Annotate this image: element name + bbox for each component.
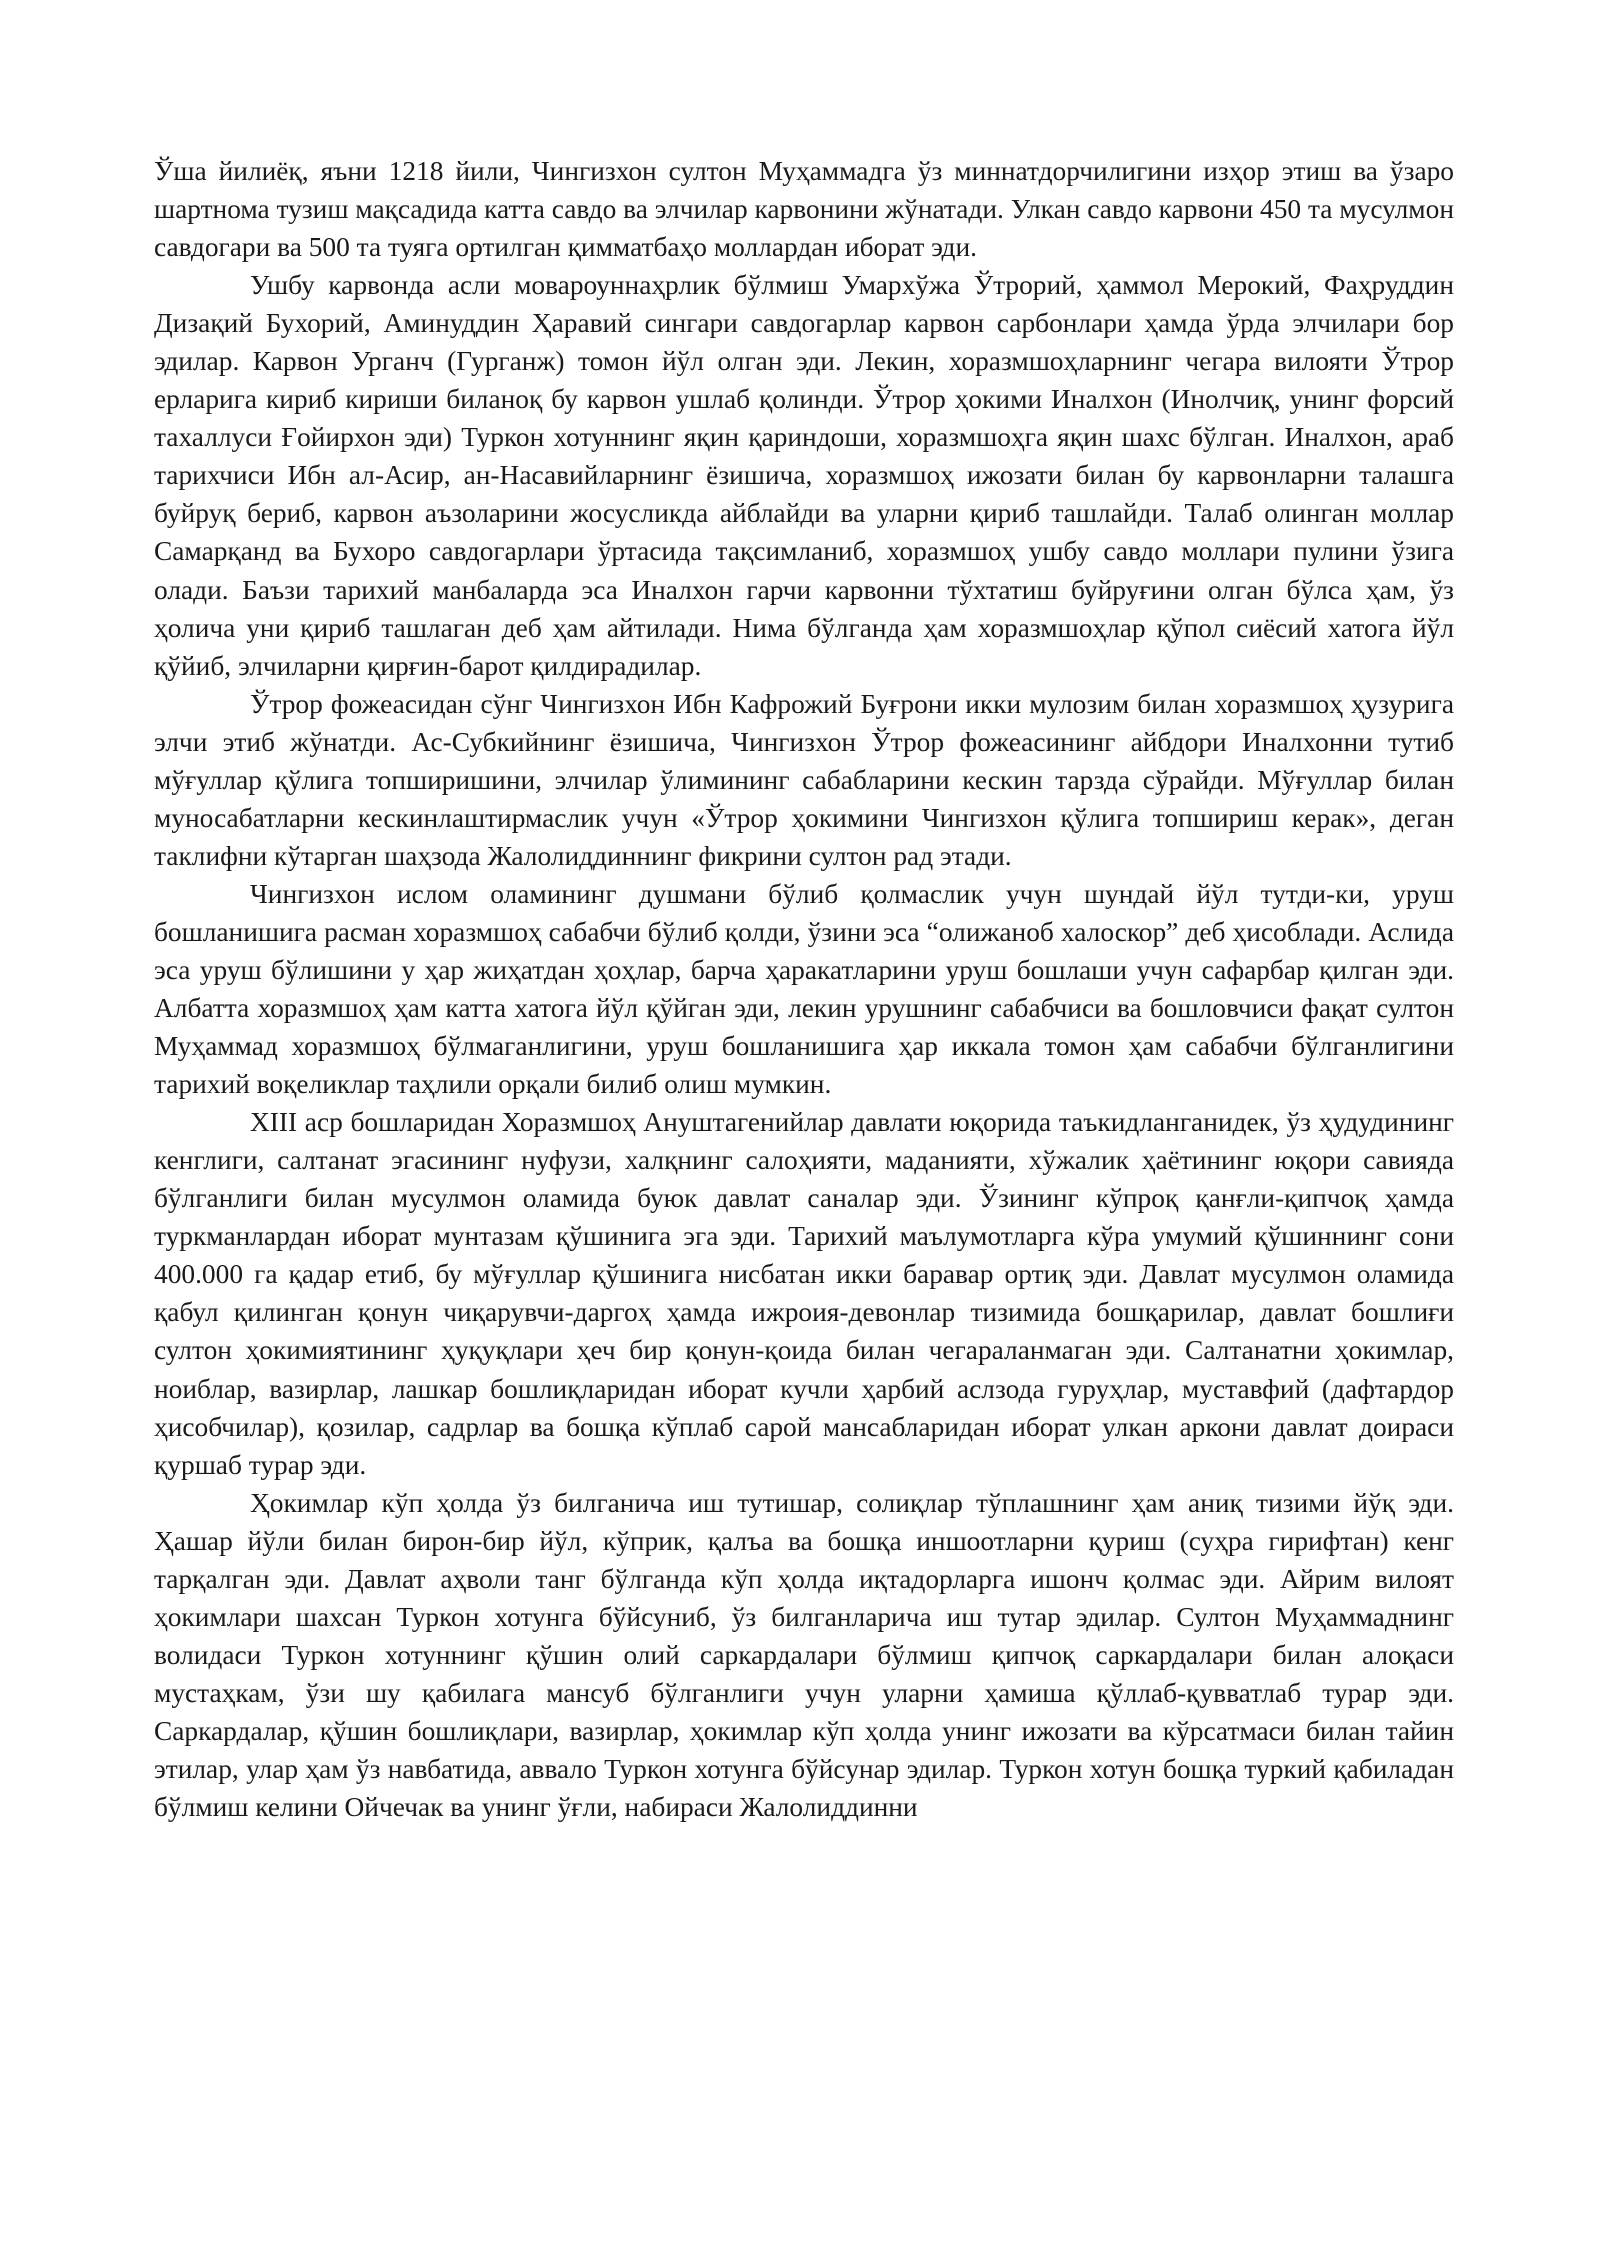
paragraph-3: Ўтрор фожеасидан сўнг Чингизхон Ибн Кафрожий Буғрони икки мулозим билан хоразмшоҳ ҳузурига элчи этиб жўнатди. Ас-Субкийнинг ёзишича, Чингизхон Ўтрор фожеасининг айбдори Иналхонни тутиб мўғуллар қўлига топширишини, элчилар ўлимининг сабабларини кескин тарзда сўрайди. Мўғуллар билан муносабатларни кескинлаштирмаслик учун «Ўтрор ҳокимини Чингизхон қўлига топшириш керак», деган таклифни кўтарган шаҳзода Жалолиддиннинг фикрини султон рад этади. [154,688,1454,871]
paragraph-1: Ўша йилиёқ, яъни 1218 йили, Чингизхон султон Муҳаммадга ўз миннатдорчилигини изҳор этиш ва ўзаро шартнома тузиш мақсадида катта савдо ва элчилар карвонини жўнатади. Улкан савдо карвони 450 та мусулмон савдогари ва 500 та туяга ортилган қимматбаҳо моллардан иборат эди. [154,156,1454,263]
paragraph-4: Чингизхон ислом оламининг душмани бўлиб қолмаслик учун шундай йўл тутди-ки, уруш бошланишига расман хоразмшоҳ сабабчи бўлиб қолди, ўзини эса “олижаноб халоскор” деб ҳисоблади. Аслида эса уруш бўлишини у ҳар жиҳатдан ҳоҳлар, барча ҳаракатларини уруш бошлаши учун сафарбар қилган эди. Албатта хоразмшоҳ ҳам катта хатога йўл қўйган эди, лекин урушнинг сабабчиси ва бошловчиси фақат султон Муҳаммад хоразмшоҳ бўлмаганлигини, уруш бошланишига ҳар иккала томон ҳам сабабчи бўлганлигини тарихий воқеликлар таҳлили орқали билиб олиш мумкин. [154,878,1454,1100]
paragraph-6: Ҳокимлар кўп ҳолда ўз билганича иш тутишар, солиқлар тўплашнинг ҳам аниқ тизими йўқ эди. Ҳашар йўли билан бирон-бир йўл, кўприк, қалъа ва бошқа иншоотларни қуриш (суҳра гирифтан) кенг тарқалган эди. Давлат аҳволи танг бўлганда кўп ҳолда иқтадорларга ишонч қолмас эди. Айрим вилоят ҳокимлари шахсан Туркон хотунга бўйсуниб, ўз билганларича иш тутар эдилар. Султон Муҳаммаднинг волидаси Туркон хотуннинг қўшин олий саркардалари бўлмиш қипчоқ саркардалари билан алоқаси мустаҳкам, ўзи шу қабилага мансуб бўлганлиги учун уларни ҳамиша қўллаб-қувватлаб турар эди. Саркардалар, қўшин бошлиқлари, вазирлар, ҳокимлар кўп ҳолда унинг ижозати ва кўрсатмаси билан тайин этилар, улар ҳам ўз навбатида, аввало Туркон хотунга бўйсунар эдилар. Туркон хотун бошқа туркий қабиладан бўлмиш келини Ойчечак ва унинг ўғли, набираси Жалолиддинни [154,1487,1454,1823]
paragraph-2: Ушбу карвонда асли мовароуннаҳрлик бўлмиш Умархўжа Ўтрорий, ҳаммол Мерокий, Фаҳруддин Дизақий Бухорий, Аминуддин Ҳаравий сингари савдогарлар карвон сарбонлари ҳамда ўрда элчилари бор эдилар. Карвон Урганч (Гурганж) томон йўл олган эди. Лекин, хоразмшоҳларнинг чегара вилояти Ўтрор ерларига кириб кириши биланоқ бу карвон ушлаб қолинди. Ўтрор ҳокими Иналхон (Инолчиқ, унинг форсий тахаллуси Ғойирхон эди) Туркон хотуннинг яқин қариндоши, хоразмшоҳга яқин шахс бўлган. Иналхон, араб тарихчиси Ибн ал-Асир, ан-Насавийларнинг ёзишича, хоразмшоҳ ижозати билан бу карвонларни талашга буйруқ бериб, карвон аъзоларини жосусликда айблайди ва уларни қириб ташлайди. Талаб олинган моллар Самарқанд ва Бухоро савдогарлари ўртасида тақсимланиб, хоразмшоҳ ушбу савдо моллари пулини ўзига олади. Баъзи тарихий манбаларда эса Иналхон гарчи карвонни тўхтатиш буйруғини олган бўлса ҳам, ўз ҳолича уни қириб ташлаган деб ҳам айтилади. Нима бўлганда ҳам хоразмшоҳлар қўпол сиёсий хатога йўл қўйиб, элчиларни қирғин-барот қилдирадилар. [154,270,1454,681]
paragraph-5: XIII аср бошларидан Хоразмшоҳ Ануштагенийлар давлати юқорида таъкидланганидек, ўз ҳудудининг кенглиги, салтанат эгасининг нуфузи, халқнинг салоҳияти, маданияти, хўжалик ҳаётининг юқори савияда бўлганлиги билан мусулмон оламида буюк давлат саналар эди. Ўзининг кўпроқ қанғли-қипчоқ ҳамда туркманлардан иборат мунтазам қўшинига эга эди. Тарихий маълумотларга кўра умумий қўшиннинг сони 400.000 га қадар етиб, бу мўғуллар қўшинига нисбатан икки баравар ортиқ эди. Давлат мусулмон оламида қабул қилинган қонун чиқарувчи-даргоҳ ҳамда ижроия-девонлар тизимида бошқарилар, давлат бошлиғи султон ҳокимиятининг ҳуқуқлари ҳеч бир қонун-қоида билан чегараланмаган эди. Салтанатни ҳокимлар, ноиблар, вазирлар, лашкар бошлиқларидан иборат кучли ҳарбий аслзода гуруҳлар, муставфий (дафтардор ҳисобчилар), қозилар, садрлар ва бошқа кўплаб сарой мансабларидан иборат улкан аркони давлат доираси қуршаб турар эди. [154,1107,1454,1480]
document-page [154,152,1454,1826]
